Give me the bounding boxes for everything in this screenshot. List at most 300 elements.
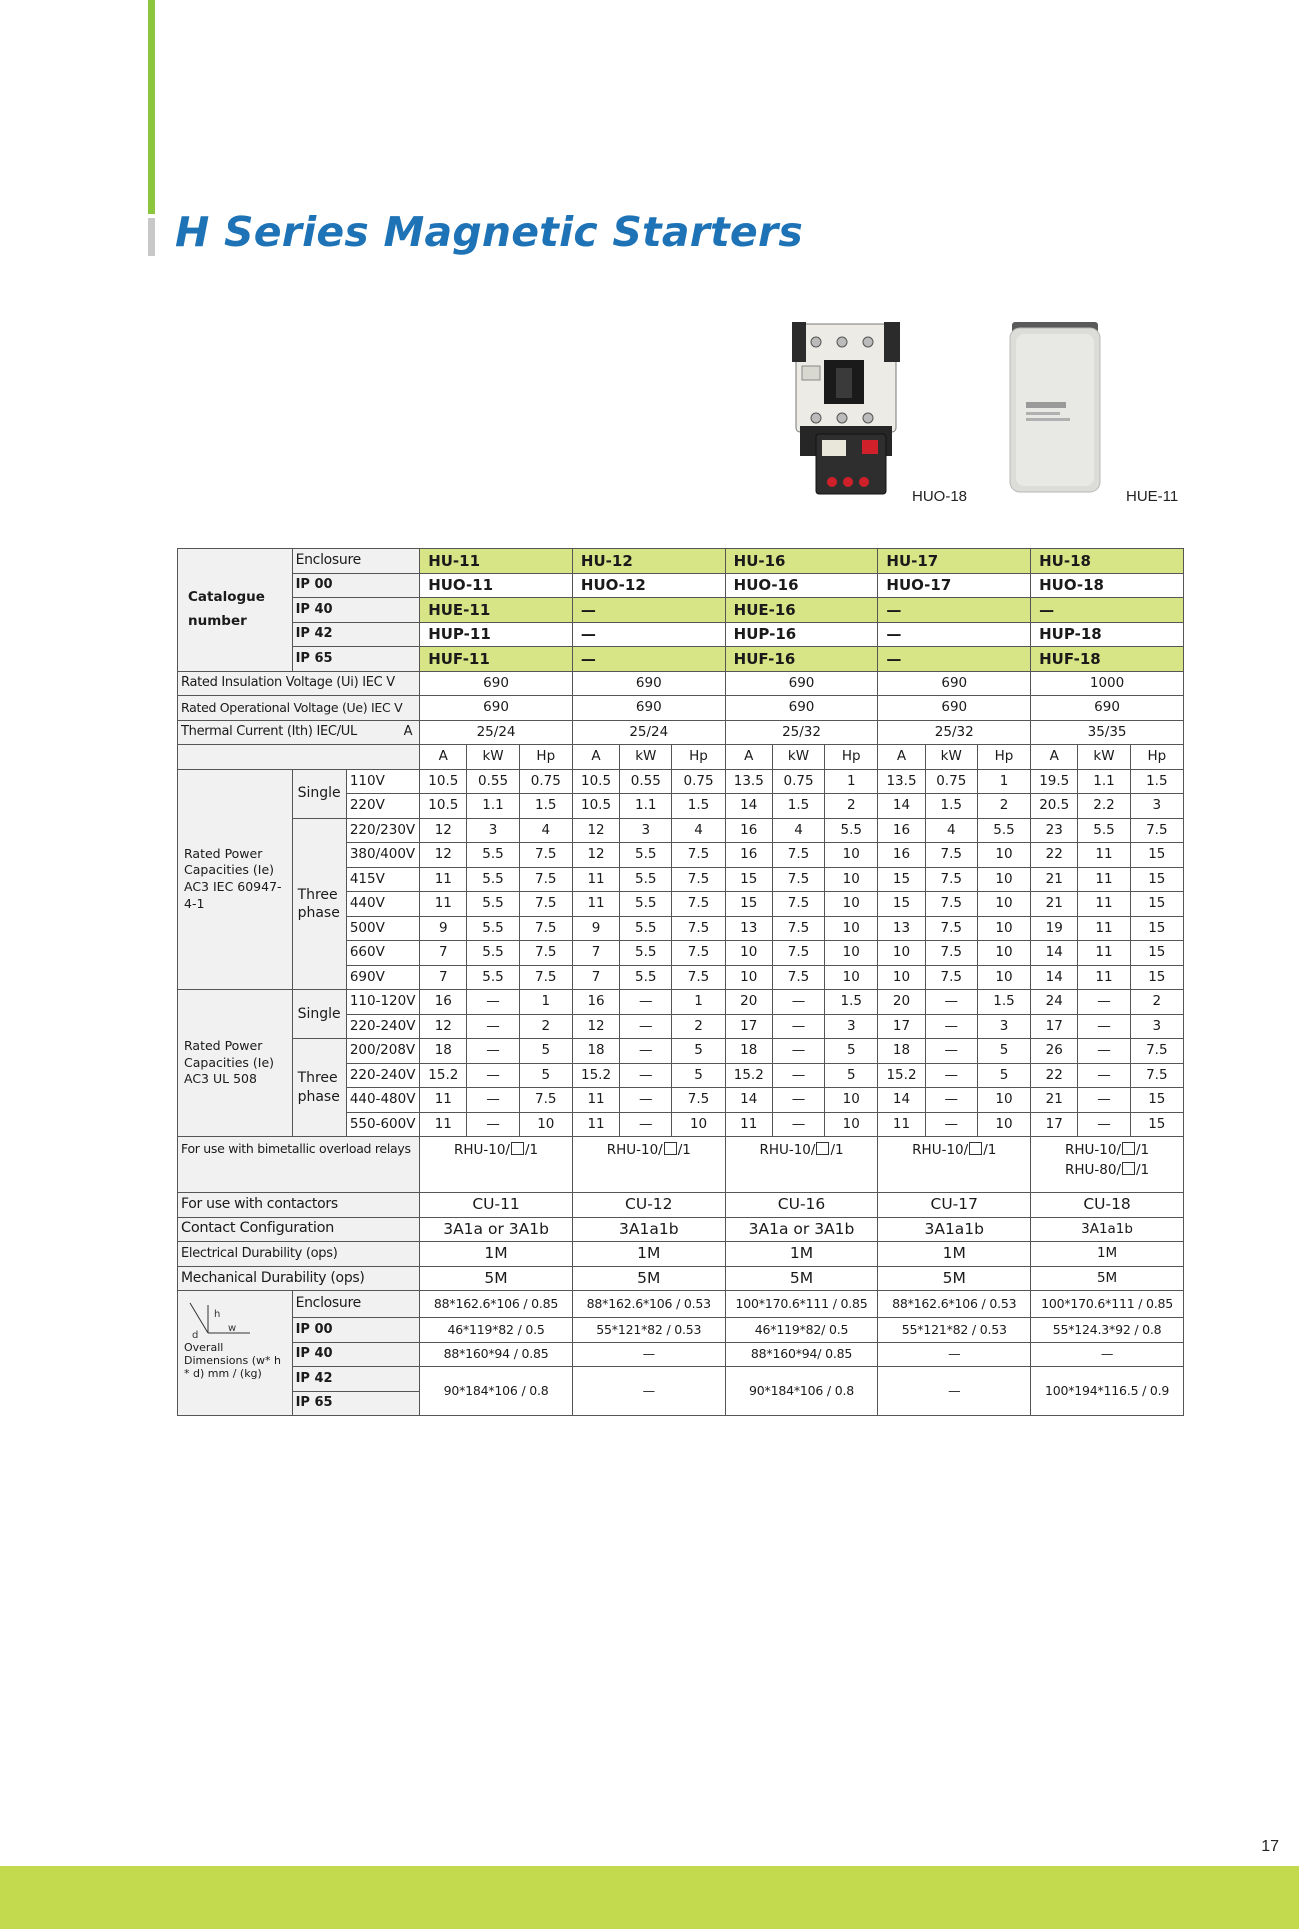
rating-cell: 16 bbox=[725, 818, 772, 843]
rating-cell: 1.5 bbox=[977, 990, 1030, 1015]
dimensions-label-cell bbox=[178, 1291, 293, 1416]
rating-cell: 5 bbox=[519, 1039, 572, 1064]
rating-cell: 5 bbox=[672, 1039, 725, 1064]
rating-cell: 10.5 bbox=[420, 769, 467, 794]
rating-cell: 2 bbox=[519, 1014, 572, 1039]
relay-cell bbox=[572, 1137, 725, 1193]
voltage-label: 110-120V bbox=[346, 990, 419, 1015]
contact-config-label: Contact Configuration bbox=[178, 1217, 420, 1242]
relay-cell bbox=[1031, 1137, 1184, 1193]
rating-cell: 19 bbox=[1031, 916, 1078, 941]
value-cell: CU-12 bbox=[572, 1193, 725, 1218]
empty-cell bbox=[178, 745, 420, 770]
row-dim-ip40 bbox=[178, 1342, 1184, 1367]
voltage-label: 220V bbox=[346, 794, 419, 819]
ip-label: IP 40 bbox=[292, 598, 420, 623]
rating-cell: — bbox=[1078, 1112, 1130, 1137]
row-overload-relays bbox=[178, 1137, 1184, 1193]
voltage-label: 200/208V bbox=[346, 1039, 419, 1064]
rating-cell: — bbox=[772, 1014, 824, 1039]
value-cell: 5M bbox=[878, 1266, 1031, 1291]
value-cell: 3A1a or 3A1b bbox=[725, 1217, 878, 1242]
rating-cell: 7.5 bbox=[772, 941, 824, 966]
row-mechanical-durability bbox=[178, 1266, 1184, 1291]
relay-cell bbox=[420, 1137, 573, 1193]
relay-prefix-extra: RHU-80/ bbox=[1064, 1162, 1121, 1179]
placeholder-box-icon bbox=[1122, 1162, 1135, 1175]
ip-label: IP 00 bbox=[292, 1318, 420, 1343]
rating-cell: 15 bbox=[1130, 1088, 1183, 1113]
placeholder-box-icon bbox=[816, 1142, 829, 1155]
rating-cell: 5.5 bbox=[620, 892, 672, 917]
rating-cell: 11 bbox=[1078, 965, 1130, 990]
rating-cell: 10 bbox=[672, 1112, 725, 1137]
rating-cell: 3 bbox=[1130, 1014, 1183, 1039]
rating-cell: — bbox=[772, 1039, 824, 1064]
rating-cell: 1.5 bbox=[519, 794, 572, 819]
rating-cell: 10 bbox=[878, 965, 925, 990]
rating-cell: 17 bbox=[1031, 1014, 1078, 1039]
model-cell: — bbox=[878, 598, 1031, 623]
dimension-cell: — bbox=[572, 1342, 725, 1367]
dimension-cell: 100*170.6*111 / 0.85 bbox=[1031, 1291, 1184, 1318]
unit-header: kW bbox=[1078, 745, 1130, 770]
rating-cell: 7.5 bbox=[772, 867, 824, 892]
thermal-current-unit: A bbox=[403, 724, 413, 740]
rating-cell: 13 bbox=[725, 916, 772, 941]
rating-cell: — bbox=[467, 1014, 519, 1039]
voltage-label: 690V bbox=[346, 965, 419, 990]
value-cell: 690 bbox=[420, 696, 573, 721]
value-cell: 690 bbox=[572, 696, 725, 721]
iec-single-label: Single bbox=[292, 769, 346, 818]
rating-cell: — bbox=[467, 1112, 519, 1137]
rating-cell: 11 bbox=[572, 1088, 619, 1113]
rating-cell: 10 bbox=[977, 1088, 1030, 1113]
rating-cell: — bbox=[925, 1063, 977, 1088]
rating-cell: 15 bbox=[1130, 916, 1183, 941]
voltage-label: 440-480V bbox=[346, 1088, 419, 1113]
rating-cell: 9 bbox=[420, 916, 467, 941]
rating-cell: 11 bbox=[572, 867, 619, 892]
dimension-cell: — bbox=[878, 1342, 1031, 1367]
relay-prefix: RHU-10/ bbox=[1064, 1142, 1121, 1158]
rating-cell: 18 bbox=[572, 1039, 619, 1064]
placeholder-box-icon bbox=[664, 1142, 677, 1155]
rating-cell: 1.5 bbox=[772, 794, 824, 819]
rating-cell: 14 bbox=[1031, 941, 1078, 966]
rating-cell: 22 bbox=[1031, 843, 1078, 868]
model-cell: — bbox=[1031, 598, 1184, 623]
rating-cell: 16 bbox=[878, 818, 925, 843]
rating-cell: — bbox=[772, 1063, 824, 1088]
page-number: 17 bbox=[1261, 1838, 1279, 1855]
model-cell: — bbox=[572, 647, 725, 672]
rating-cell: 1.1 bbox=[1078, 769, 1130, 794]
rating-cell: 16 bbox=[572, 990, 619, 1015]
accent-bar-top bbox=[148, 0, 155, 214]
rating-cell: 7.5 bbox=[519, 916, 572, 941]
rating-cell: 7.5 bbox=[925, 892, 977, 917]
rating-cell: 17 bbox=[725, 1014, 772, 1039]
rating-cell: 7.5 bbox=[1130, 1039, 1183, 1064]
rating-cell: 12 bbox=[572, 843, 619, 868]
rating-cell: 7.5 bbox=[672, 843, 725, 868]
rating-cell: 5.5 bbox=[467, 892, 519, 917]
relay-suffix-extra: /1 bbox=[1136, 1162, 1150, 1179]
rating-cell: 26 bbox=[1031, 1039, 1078, 1064]
rated-operational-label: Rated Operational Voltage (Ue) IEC V bbox=[178, 696, 420, 721]
rating-cell: 20 bbox=[878, 990, 925, 1015]
enclosure-label: Enclosure bbox=[292, 1291, 420, 1318]
voltage-label: 550-600V bbox=[346, 1112, 419, 1137]
value-cell: 35/35 bbox=[1031, 720, 1184, 745]
rating-cell: 1.5 bbox=[1130, 769, 1183, 794]
unit-header: A bbox=[878, 745, 925, 770]
dimension-cell: 55*121*82 / 0.53 bbox=[572, 1318, 725, 1343]
rating-cell: 24 bbox=[1031, 990, 1078, 1015]
rating-cell: 10 bbox=[825, 867, 878, 892]
rating-cell: 0.75 bbox=[519, 769, 572, 794]
rating-cell: 11 bbox=[572, 892, 619, 917]
rating-cell: 1 bbox=[825, 769, 878, 794]
rating-cell: 0.55 bbox=[620, 769, 672, 794]
model-cell: HUO-18 bbox=[1031, 573, 1184, 598]
value-cell: 1M bbox=[420, 1242, 573, 1267]
rating-cell: — bbox=[620, 990, 672, 1015]
rating-cell: 11 bbox=[1078, 867, 1130, 892]
rating-cell: 7.5 bbox=[1130, 1063, 1183, 1088]
rating-cell: 13.5 bbox=[725, 769, 772, 794]
rating-cell: 7.5 bbox=[672, 1088, 725, 1113]
row-ip40 bbox=[178, 598, 1184, 623]
dimension-cell: 90*184*106 / 0.8 bbox=[725, 1367, 878, 1416]
unit-header: A bbox=[725, 745, 772, 770]
contactor-with-overload-relay-photo bbox=[792, 322, 902, 500]
relay-suffix: /1 bbox=[1136, 1142, 1150, 1158]
rating-cell: 7.5 bbox=[772, 965, 824, 990]
value-cell: 690 bbox=[572, 671, 725, 696]
rating-cell: 22 bbox=[1031, 1063, 1078, 1088]
model-cell: HU-16 bbox=[725, 549, 878, 574]
row-thermal-current bbox=[178, 720, 1184, 745]
voltage-label: 440V bbox=[346, 892, 419, 917]
row-ip00 bbox=[178, 573, 1184, 598]
rating-cell: 15.2 bbox=[878, 1063, 925, 1088]
value-cell: CU-17 bbox=[878, 1193, 1031, 1218]
rating-cell: 13 bbox=[878, 916, 925, 941]
rating-cell: 7.5 bbox=[772, 892, 824, 917]
rating-cell: 11 bbox=[725, 1112, 772, 1137]
rating-cell: 0.75 bbox=[672, 769, 725, 794]
value-cell: CU-11 bbox=[420, 1193, 573, 1218]
ul-row bbox=[178, 1039, 1184, 1064]
rating-cell: 4 bbox=[672, 818, 725, 843]
row-ip42 bbox=[178, 622, 1184, 647]
rating-cell: 7.5 bbox=[772, 916, 824, 941]
rating-cell: 5.5 bbox=[467, 867, 519, 892]
rating-cell: 10 bbox=[725, 965, 772, 990]
rating-cell: 0.75 bbox=[772, 769, 824, 794]
rating-cell: 5.5 bbox=[467, 916, 519, 941]
value-cell: 690 bbox=[1031, 696, 1184, 721]
thermal-current-text: Thermal Current (Ith) IEC/UL bbox=[181, 724, 357, 740]
value-cell: 690 bbox=[878, 671, 1031, 696]
rating-cell: 9 bbox=[572, 916, 619, 941]
dimension-cell: 88*162.6*106 / 0.53 bbox=[878, 1291, 1031, 1318]
rating-cell: 12 bbox=[420, 1014, 467, 1039]
rating-cell: 5.5 bbox=[467, 843, 519, 868]
rating-cell: — bbox=[620, 1014, 672, 1039]
rating-cell: 3 bbox=[825, 1014, 878, 1039]
dimension-cell: 46*119*82 / 0.5 bbox=[420, 1318, 573, 1343]
rating-cell: 10 bbox=[977, 941, 1030, 966]
rating-cell: 13.5 bbox=[878, 769, 925, 794]
rating-cell: 1.5 bbox=[825, 990, 878, 1015]
rating-cell: — bbox=[467, 1039, 519, 1064]
rating-cell: 7.5 bbox=[672, 916, 725, 941]
rating-cell: 19.5 bbox=[1031, 769, 1078, 794]
iec-three-phase-label: Three phase bbox=[292, 818, 346, 990]
placeholder-box-icon bbox=[969, 1142, 982, 1155]
rating-cell: 5 bbox=[825, 1039, 878, 1064]
rating-cell: 0.55 bbox=[467, 769, 519, 794]
rating-cell: — bbox=[620, 1112, 672, 1137]
row-dim-ip00 bbox=[178, 1318, 1184, 1343]
rating-cell: 7.5 bbox=[519, 867, 572, 892]
rating-cell: 16 bbox=[878, 843, 925, 868]
rating-cell: 3 bbox=[467, 818, 519, 843]
relay-suffix: /1 bbox=[830, 1142, 844, 1158]
rating-cell: 21 bbox=[1031, 867, 1078, 892]
model-cell: HUO-12 bbox=[572, 573, 725, 598]
value-cell: 1M bbox=[572, 1242, 725, 1267]
placeholder-box-icon bbox=[511, 1142, 524, 1155]
rating-cell: 10 bbox=[825, 941, 878, 966]
rating-cell: — bbox=[925, 1014, 977, 1039]
ul-single-label: Single bbox=[292, 990, 346, 1039]
rating-cell: — bbox=[772, 1112, 824, 1137]
rating-cell: 5.5 bbox=[620, 843, 672, 868]
rating-cell: 7.5 bbox=[672, 867, 725, 892]
rating-cell: 17 bbox=[1031, 1112, 1078, 1137]
model-cell: HUF-18 bbox=[1031, 647, 1184, 672]
ip-label: IP 42 bbox=[292, 1367, 420, 1392]
rating-cell: 10 bbox=[977, 1112, 1030, 1137]
rating-cell: 7 bbox=[420, 965, 467, 990]
voltage-label: 415V bbox=[346, 867, 419, 892]
rating-cell: — bbox=[925, 990, 977, 1015]
rating-cell: 5.5 bbox=[1078, 818, 1130, 843]
ip-label: IP 42 bbox=[292, 622, 420, 647]
model-cell: HUF-11 bbox=[420, 647, 573, 672]
rating-cell: 15.2 bbox=[725, 1063, 772, 1088]
dimension-cell: 90*184*106 / 0.8 bbox=[420, 1367, 573, 1416]
voltage-label: 500V bbox=[346, 916, 419, 941]
rating-cell: 5 bbox=[672, 1063, 725, 1088]
rating-cell: 10 bbox=[878, 941, 925, 966]
dimension-cell: 100*194*116.5 / 0.9 bbox=[1031, 1367, 1184, 1416]
rating-cell: 21 bbox=[1031, 892, 1078, 917]
model-cell: HUF-16 bbox=[725, 647, 878, 672]
relay-prefix: RHU-10/ bbox=[606, 1142, 663, 1158]
model-cell: HU-11 bbox=[420, 549, 573, 574]
rating-cell: 12 bbox=[420, 818, 467, 843]
image-caption-huo-18: HUO-18 bbox=[912, 488, 968, 505]
rating-cell: 10 bbox=[825, 916, 878, 941]
rating-cell: 1.1 bbox=[620, 794, 672, 819]
model-cell: HUP-16 bbox=[725, 622, 878, 647]
unit-header: kW bbox=[620, 745, 672, 770]
rating-cell: — bbox=[925, 1039, 977, 1064]
unit-header: Hp bbox=[672, 745, 725, 770]
rating-cell: 7 bbox=[572, 965, 619, 990]
row-rated-insulation bbox=[178, 671, 1184, 696]
rating-cell: 4 bbox=[772, 818, 824, 843]
dimension-cell: 88*160*94 / 0.85 bbox=[420, 1342, 573, 1367]
value-cell: 690 bbox=[878, 696, 1031, 721]
dimension-cell: 46*119*82/ 0.5 bbox=[725, 1318, 878, 1343]
dimension-cell: 88*160*94/ 0.85 bbox=[725, 1342, 878, 1367]
value-cell: 3A1a or 3A1b bbox=[420, 1217, 573, 1242]
rating-cell: 14 bbox=[725, 1088, 772, 1113]
title-marker-bar bbox=[148, 218, 155, 256]
model-cell: HU-12 bbox=[572, 549, 725, 574]
row-rated-operational bbox=[178, 696, 1184, 721]
rating-cell: 15 bbox=[1130, 892, 1183, 917]
rating-cell: 10 bbox=[825, 965, 878, 990]
rating-cell: — bbox=[467, 990, 519, 1015]
relay-cell bbox=[878, 1137, 1031, 1193]
model-cell: HUP-11 bbox=[420, 622, 573, 647]
rating-cell: — bbox=[925, 1088, 977, 1113]
ip-label: IP 40 bbox=[292, 1342, 420, 1367]
rating-cell: 7.5 bbox=[672, 892, 725, 917]
value-cell: 3A1a1b bbox=[572, 1217, 725, 1242]
rating-cell: 10.5 bbox=[572, 769, 619, 794]
rating-cell: 7.5 bbox=[925, 965, 977, 990]
rating-cell: 7.5 bbox=[1130, 818, 1183, 843]
rating-cell: — bbox=[1078, 1039, 1130, 1064]
model-cell: HU-17 bbox=[878, 549, 1031, 574]
iec-row bbox=[178, 818, 1184, 843]
catalogue-label: Catalogue number bbox=[178, 549, 293, 672]
rating-cell: 20.5 bbox=[1031, 794, 1078, 819]
rating-cell: — bbox=[1078, 1088, 1130, 1113]
rating-cell: 2.2 bbox=[1078, 794, 1130, 819]
model-cell: HUO-17 bbox=[878, 573, 1031, 598]
value-cell: 1M bbox=[878, 1242, 1031, 1267]
model-cell: — bbox=[878, 622, 1031, 647]
rating-cell: 7 bbox=[420, 941, 467, 966]
dimension-cell: 55*124.3*92 / 0.8 bbox=[1031, 1318, 1184, 1343]
rating-cell: 3 bbox=[1130, 794, 1183, 819]
rating-cell: 7.5 bbox=[519, 892, 572, 917]
unit-header: A bbox=[1031, 745, 1078, 770]
row-electrical-durability bbox=[178, 1242, 1184, 1267]
rating-cell: 14 bbox=[878, 794, 925, 819]
value-cell: 690 bbox=[725, 671, 878, 696]
rating-cell: — bbox=[925, 1112, 977, 1137]
rating-cell: 7.5 bbox=[772, 843, 824, 868]
unit-header: Hp bbox=[825, 745, 878, 770]
row-dim-ip42 bbox=[178, 1367, 1184, 1392]
rating-cell: 18 bbox=[420, 1039, 467, 1064]
voltage-label: 220/230V bbox=[346, 818, 419, 843]
value-cell: 25/24 bbox=[420, 720, 573, 745]
rating-cell: 10 bbox=[825, 843, 878, 868]
unit-header: Hp bbox=[1130, 745, 1183, 770]
dimension-cell: 100*170.6*111 / 0.85 bbox=[725, 1291, 878, 1318]
model-cell: HUE-16 bbox=[725, 598, 878, 623]
rating-cell: 15 bbox=[1130, 843, 1183, 868]
rating-cell: 11 bbox=[420, 867, 467, 892]
dimension-cell: 88*162.6*106 / 0.53 bbox=[572, 1291, 725, 1318]
rating-cell: 18 bbox=[725, 1039, 772, 1064]
unit-header: kW bbox=[467, 745, 519, 770]
rating-cell: 5.5 bbox=[620, 941, 672, 966]
value-cell: 5M bbox=[1031, 1266, 1184, 1291]
overload-relays-label: For use with bimetallic overload relays bbox=[178, 1137, 420, 1193]
rating-cell: 1 bbox=[519, 990, 572, 1015]
placeholder-box-icon bbox=[1122, 1142, 1135, 1155]
dim-w-letter: w bbox=[228, 1323, 237, 1334]
value-cell: 5M bbox=[572, 1266, 725, 1291]
rating-cell: 5.5 bbox=[620, 965, 672, 990]
value-cell: 5M bbox=[420, 1266, 573, 1291]
rating-cell: 15.2 bbox=[572, 1063, 619, 1088]
rating-cell: 5.5 bbox=[620, 916, 672, 941]
model-cell: HUP-18 bbox=[1031, 622, 1184, 647]
rating-cell: 10.5 bbox=[572, 794, 619, 819]
voltage-label: 660V bbox=[346, 941, 419, 966]
row-unit-headers bbox=[178, 745, 1184, 770]
rating-cell: 2 bbox=[1130, 990, 1183, 1015]
value-cell: CU-16 bbox=[725, 1193, 878, 1218]
rating-cell: 11 bbox=[420, 1112, 467, 1137]
rating-cell: 5.5 bbox=[620, 867, 672, 892]
rating-cell: — bbox=[1078, 1014, 1130, 1039]
ul-group-label: Rated Power Capacities (Ie) AC3 UL 508 bbox=[178, 990, 293, 1137]
rating-cell: 11 bbox=[1078, 843, 1130, 868]
rating-cell: 10 bbox=[825, 892, 878, 917]
rating-cell: — bbox=[620, 1039, 672, 1064]
relay-suffix: /1 bbox=[677, 1142, 691, 1158]
rating-cell: 2 bbox=[977, 794, 1030, 819]
rating-cell: 2 bbox=[672, 1014, 725, 1039]
model-cell: — bbox=[572, 598, 725, 623]
model-cell: HUO-11 bbox=[420, 573, 573, 598]
rating-cell: 21 bbox=[1031, 1088, 1078, 1113]
rating-cell: 15 bbox=[878, 892, 925, 917]
rating-cell: — bbox=[1078, 990, 1130, 1015]
rating-cell: 1 bbox=[977, 769, 1030, 794]
ip-label: IP 65 bbox=[292, 647, 420, 672]
rating-cell: 10 bbox=[825, 1112, 878, 1137]
iec-row bbox=[178, 769, 1184, 794]
value-cell: 25/32 bbox=[878, 720, 1031, 745]
rating-cell: 12 bbox=[572, 1014, 619, 1039]
rating-cell: 0.75 bbox=[925, 769, 977, 794]
rating-cell: 11 bbox=[420, 1088, 467, 1113]
rating-cell: 5 bbox=[977, 1039, 1030, 1064]
ip-label: IP 00 bbox=[292, 573, 420, 598]
dim-d-letter: d bbox=[192, 1330, 199, 1339]
dimension-cell: 88*162.6*106 / 0.85 bbox=[420, 1291, 573, 1318]
unit-header: A bbox=[420, 745, 467, 770]
rating-cell: 16 bbox=[420, 990, 467, 1015]
rating-cell: 7.5 bbox=[925, 916, 977, 941]
